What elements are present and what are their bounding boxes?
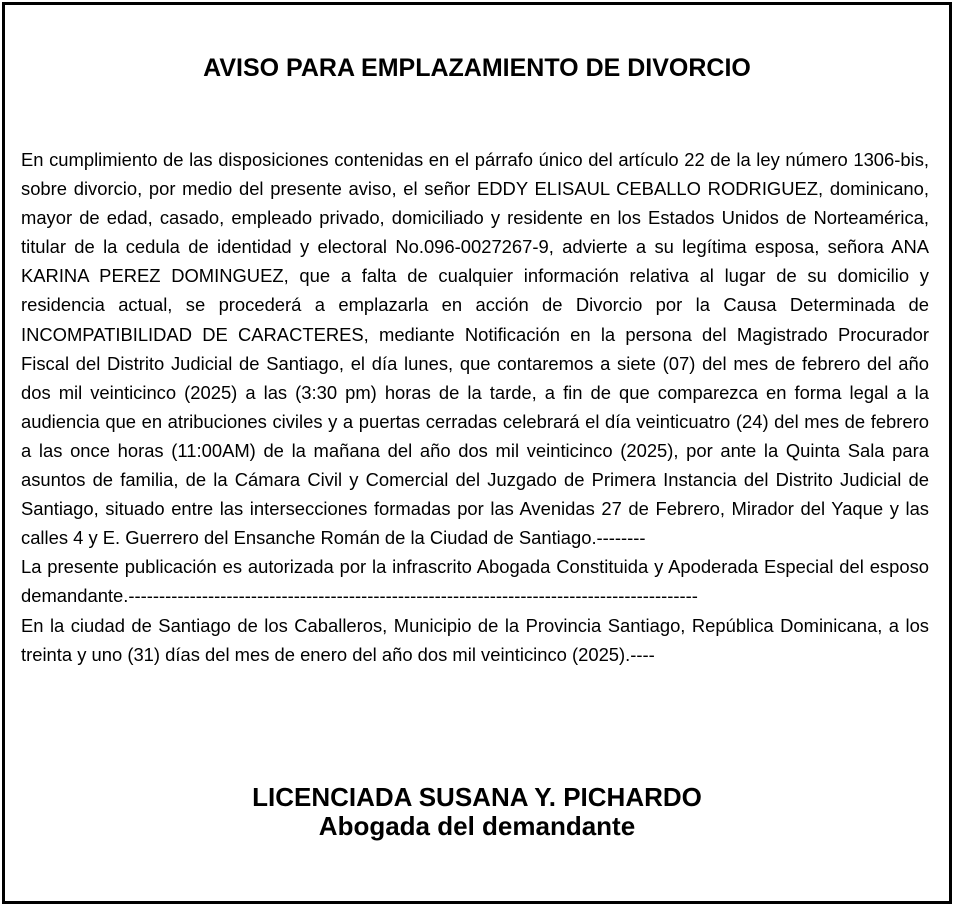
notice-paragraph-place-date: En la ciudad de Santiago de los Caballeros, Municipio de la Provincia Santiago, República Dominicana, a los treinta y uno (31) días del mes de enero del año dos mil veinticinco (2025).---- — [21, 614, 929, 665]
signature-block — [5, 783, 949, 841]
signature-role: Abogada del demandante — [318, 811, 636, 841]
notice-frame — [2, 2, 952, 904]
notice-title: AVISO PARA EMPLAZAMIENTO DE DIVORCIO — [203, 54, 751, 82]
signature-name: LICENCIADA SUSANA Y. PICHARDO — [252, 782, 702, 812]
notice-paragraph-authorization: La presente publicación es autorizada por la infrascrito Abogada Constituida y Apoderada Especial del esposo demandante.--------------------------------------------------------------------------------------------- — [21, 556, 929, 607]
notice-paragraph-main: En cumplimiento de las disposiciones contenidas en el párrafo único del artículo 22 de la ley número 1306-bis, sobre divorcio, por medio del presente aviso, el señor EDDY ELISAUL CEBALLO RODRIGUEZ, dominicano, mayor de edad, casado, empleado privado, domiciliado y residente en los Estados Unidos de Norteamérica, titular de la cedula de identidad y electoral No.096-0027267-9, advierte a su legítima esposa, señora ANA KARINA PEREZ DOMINGUEZ, que a falta de cualquier información relativa al lugar de su domicilio y residencia actual, se procederá a emplazarla en acción de Divorcio por la Causa Determinada de INCOMPATIBILIDAD DE CARACTERES, mediante Notificación en la persona del Magistrado Procurador Fiscal del Distrito Judicial de Santiago, el día lunes, que contaremos a siete (07) del mes de febrero del año dos mil veinticinco (2025) a las (3:30 pm) horas de la tarde, a fin de que comparezca en forma legal a la audiencia que en atribuciones civiles y a puertas cerradas celebrará el día veinticuatro (24) del mes de febrero a las once horas (11:00AM) de la mañana del año dos mil veinticinco (2025), por ante la Quinta Sala para asuntos de familia, de la Cámara Civil y Comercial del Juzgado de Primera Instancia del Distrito Judicial de Santiago, situado entre las intersecciones formadas por las Avenidas 27 de Febrero, Mirador del Yaque y las calles 4 y E. Guerrero del Ensanche Román de la Ciudad de Santiago.-------- — [21, 149, 929, 549]
notice-body — [21, 145, 929, 669]
